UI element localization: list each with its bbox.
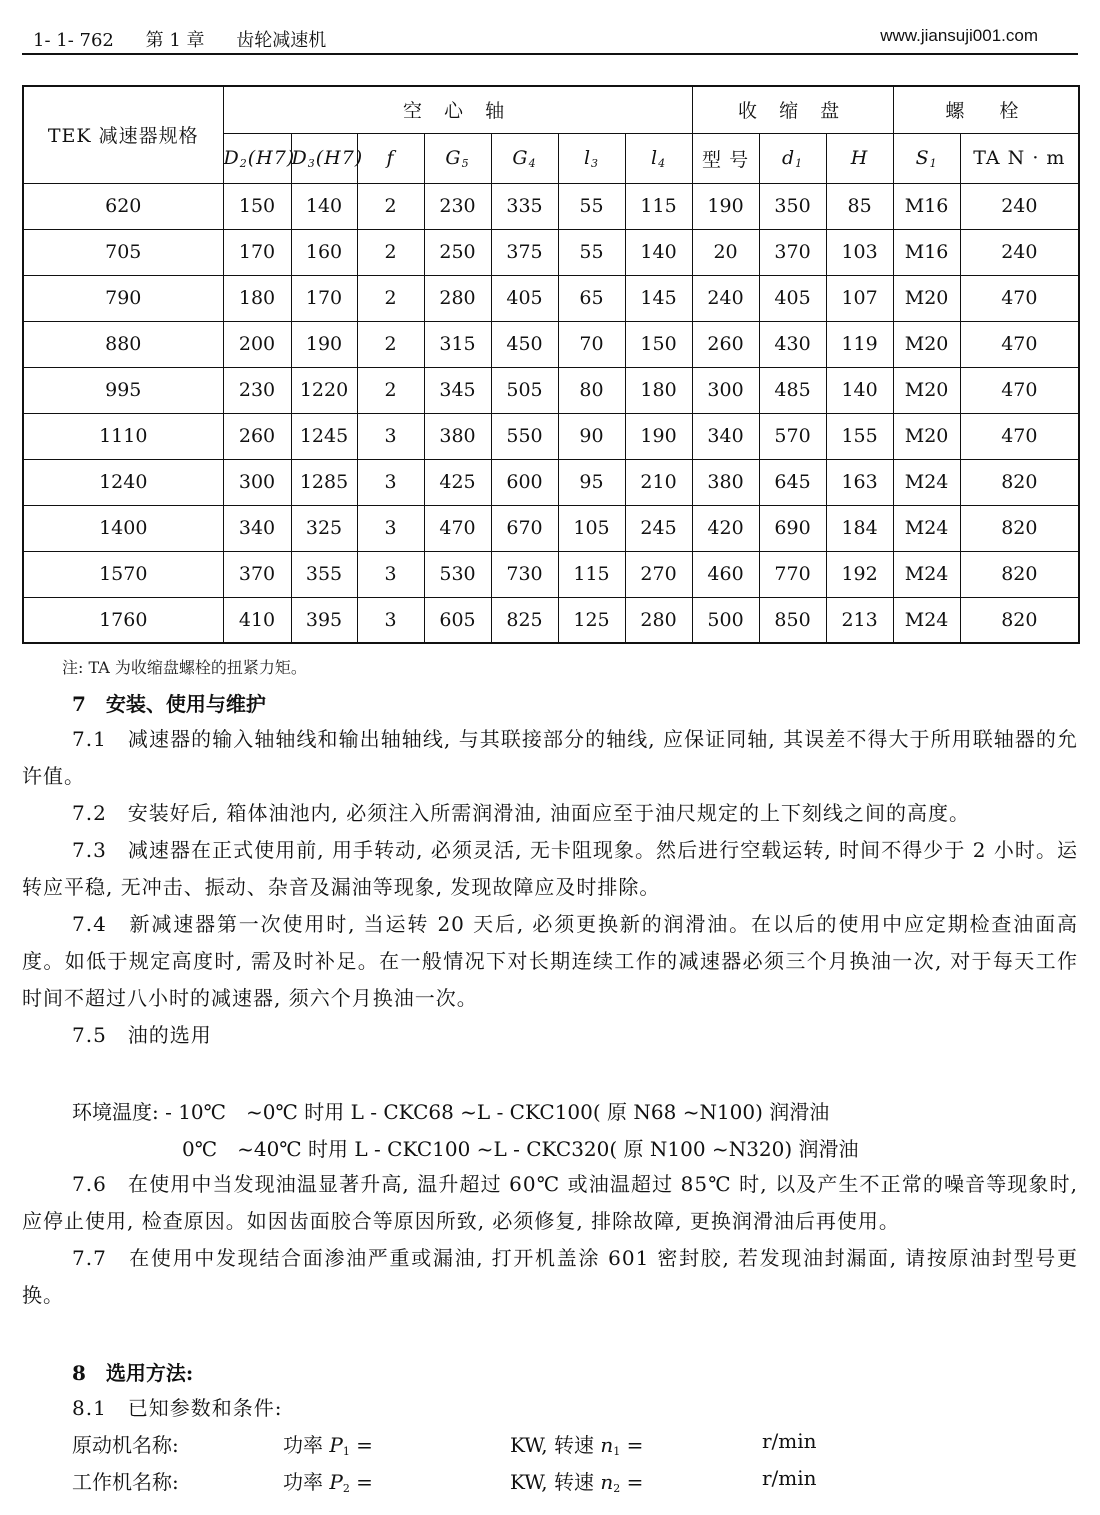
value-cell: M20: [893, 413, 960, 459]
group-header-row: [23, 86, 1079, 133]
value-cell: 240: [960, 229, 1079, 275]
paragraph-7-4: 7.4 新减速器第一次使用时, 当运转 20 天后, 必须更换新的润滑油。在以后的使用中应定期检查油面高度。如低于规定高度时, 需及时补足。在一般情况下对长期连续工作的减速器必须三个月换油一次, 对于每天工作时间不超过八小时的减速器, 须六个月换油一次。: [22, 912, 1078, 1010]
value-cell: 260: [223, 413, 291, 459]
value-cell: 180: [223, 275, 291, 321]
col-g4: $G_4$: [491, 133, 558, 183]
value-cell: 300: [223, 459, 291, 505]
value-cell: 470: [960, 321, 1079, 367]
value-cell: 505: [491, 367, 558, 413]
oil-line-1: 环境温度: - 10℃ ~0℃ 时用 L - CKC68 ~L - CKC100( 原 N68 ~N100) 润滑油: [72, 1100, 830, 1124]
value-cell: M24: [893, 551, 960, 597]
value-cell: 825: [491, 597, 558, 643]
value-cell: 103: [826, 229, 893, 275]
value-cell: 470: [960, 275, 1079, 321]
value-cell: 485: [759, 367, 826, 413]
value-cell: 240: [960, 183, 1079, 229]
col-l4: $l_4$: [625, 133, 692, 183]
bolt-header: 螺 栓: [893, 86, 1079, 133]
value-cell: 2: [357, 275, 424, 321]
value-cell: 213: [826, 597, 893, 643]
spec-cell: 1400: [23, 505, 223, 551]
value-cell: 245: [625, 505, 692, 551]
value-cell: 470: [960, 413, 1079, 459]
table-row: [23, 413, 1079, 459]
work-machine-unit: r/min: [762, 1466, 817, 1490]
value-cell: M20: [893, 275, 960, 321]
value-cell: 55: [558, 183, 625, 229]
value-cell: 460: [692, 551, 759, 597]
col-l3: $l_3$: [558, 133, 625, 183]
value-cell: 425: [424, 459, 491, 505]
spec-cell: 880: [23, 321, 223, 367]
value-cell: 3: [357, 413, 424, 459]
chapter-title: 齿轮减速机: [236, 30, 327, 51]
prime-mover-label: 原动机名称:: [72, 1433, 179, 1457]
value-cell: 1245: [291, 413, 357, 459]
value-cell: M20: [893, 367, 960, 413]
value-cell: 500: [692, 597, 759, 643]
value-cell: 380: [424, 413, 491, 459]
col-f: f: [357, 133, 424, 183]
value-cell: 3: [357, 505, 424, 551]
table-row: [23, 597, 1079, 643]
value-cell: 600: [491, 459, 558, 505]
value-cell: 3: [357, 551, 424, 597]
website-url: www.jiansuji001.com: [880, 26, 1038, 45]
value-cell: M24: [893, 597, 960, 643]
table-row: [23, 275, 1079, 321]
value-cell: 184: [826, 505, 893, 551]
value-cell: M16: [893, 229, 960, 275]
paragraph-7-1: 7.1 减速器的输入轴轴线和输出轴轴线, 与其联接部分的轴线, 应保证同轴, 其误差不得大于所用联轴器的允许值。: [22, 727, 1078, 788]
value-cell: 570: [759, 413, 826, 459]
value-cell: 85: [826, 183, 893, 229]
value-cell: 170: [223, 229, 291, 275]
value-cell: 2: [357, 367, 424, 413]
work-machine-speed: KW, 转速 $n_2$ =: [510, 1470, 644, 1495]
value-cell: 160: [291, 229, 357, 275]
value-cell: 605: [424, 597, 491, 643]
paragraph-7-2: 7.2 安装好后, 箱体油池内, 必须注入所需润滑油, 油面应至于油尺规定的上下刻线之间的高度。: [72, 801, 970, 825]
page-number: 1- 1- 762: [33, 30, 114, 51]
value-cell: 145: [625, 275, 692, 321]
value-cell: 1220: [291, 367, 357, 413]
value-cell: 820: [960, 505, 1079, 551]
header-rule: [22, 53, 1078, 55]
value-cell: M20: [893, 321, 960, 367]
col-model: 型 号: [692, 133, 759, 183]
value-cell: 850: [759, 597, 826, 643]
value-cell: 250: [424, 229, 491, 275]
col-d2: $D_2(H7)$: [223, 133, 291, 183]
value-cell: 95: [558, 459, 625, 505]
value-cell: 645: [759, 459, 826, 505]
value-cell: 375: [491, 229, 558, 275]
table-row: [23, 505, 1079, 551]
spec-cell: 790: [23, 275, 223, 321]
value-cell: 450: [491, 321, 558, 367]
value-cell: M16: [893, 183, 960, 229]
spec-cell: 1760: [23, 597, 223, 643]
value-cell: M24: [893, 505, 960, 551]
value-cell: 280: [625, 597, 692, 643]
value-cell: 192: [826, 551, 893, 597]
value-cell: 190: [692, 183, 759, 229]
prime-mover-unit: r/min: [762, 1429, 817, 1453]
reducer-spec-table: [22, 85, 1080, 644]
value-cell: 105: [558, 505, 625, 551]
table-row: [23, 551, 1079, 597]
value-cell: 170: [291, 275, 357, 321]
value-cell: 280: [424, 275, 491, 321]
value-cell: 355: [291, 551, 357, 597]
value-cell: 770: [759, 551, 826, 597]
spec-cell: 1110: [23, 413, 223, 459]
chapter-number: 第 1 章: [145, 30, 205, 51]
section-7-body-continued: [22, 1166, 1078, 1314]
col-h: H: [826, 133, 893, 183]
paragraph-8-1: 8.1 已知参数和条件:: [72, 1396, 283, 1420]
value-cell: 300: [692, 367, 759, 413]
value-cell: 315: [424, 321, 491, 367]
value-cell: 335: [491, 183, 558, 229]
value-cell: 820: [960, 551, 1079, 597]
value-cell: 125: [558, 597, 625, 643]
value-cell: 55: [558, 229, 625, 275]
value-cell: 340: [223, 505, 291, 551]
value-cell: 1285: [291, 459, 357, 505]
value-cell: 65: [558, 275, 625, 321]
table-row: [23, 321, 1079, 367]
value-cell: 410: [223, 597, 291, 643]
value-cell: 230: [223, 367, 291, 413]
work-machine-label: 工作机名称:: [72, 1470, 179, 1494]
value-cell: 180: [625, 367, 692, 413]
value-cell: 470: [424, 505, 491, 551]
col-g5: $G_5$: [424, 133, 491, 183]
value-cell: 107: [826, 275, 893, 321]
value-cell: 240: [692, 275, 759, 321]
work-machine-power: 功率 $P_2$ =: [283, 1470, 373, 1495]
page-header: [33, 26, 1038, 52]
value-cell: 190: [625, 413, 692, 459]
paragraph-7-6: 7.6 在使用中当发现油温显著升高, 温升超过 60℃ 或油温超过 85℃ 时, 以及产生不正常的噪音等现象时, 应停止使用, 检查原因。如因齿面胶合等原因所致, 必须修复, 排除故障, 更换润滑油后再使用。: [22, 1172, 1078, 1233]
value-cell: 150: [223, 183, 291, 229]
col-s1: $S_1$: [893, 133, 960, 183]
value-cell: 530: [424, 551, 491, 597]
value-cell: 430: [759, 321, 826, 367]
section-7-body: [22, 721, 1078, 1054]
value-cell: 115: [625, 183, 692, 229]
spec-column-header: TEK 减速器规格: [23, 86, 223, 183]
value-cell: 3: [357, 459, 424, 505]
value-cell: 2: [357, 229, 424, 275]
value-cell: 690: [759, 505, 826, 551]
value-cell: 155: [826, 413, 893, 459]
table-note: 注: TA 为收缩盘螺栓的扭紧力矩。: [62, 658, 307, 677]
spec-cell: 1570: [23, 551, 223, 597]
value-cell: 820: [960, 597, 1079, 643]
prime-mover-speed: KW, 转速 $n_1$ =: [510, 1433, 644, 1458]
value-cell: 420: [692, 505, 759, 551]
value-cell: 820: [960, 459, 1079, 505]
value-cell: 150: [625, 321, 692, 367]
value-cell: 20: [692, 229, 759, 275]
value-cell: 405: [759, 275, 826, 321]
table-row: [23, 229, 1079, 275]
spec-cell: 995: [23, 367, 223, 413]
value-cell: 405: [491, 275, 558, 321]
oil-line-2: 0℃ ~40℃ 时用 L - CKC100 ~L - CKC320( 原 N100 ~N320) 润滑油: [182, 1137, 859, 1161]
col-ta: TA N · m: [960, 133, 1079, 183]
value-cell: 370: [223, 551, 291, 597]
col-d1: $d_1$: [759, 133, 826, 183]
value-cell: 80: [558, 367, 625, 413]
section-8-heading: 8 选用方法:: [72, 1361, 194, 1385]
value-cell: 90: [558, 413, 625, 459]
table-row: [23, 367, 1079, 413]
header-left: [33, 26, 352, 52]
paragraph-7-7: 7.7 在使用中发现结合面渗油严重或漏油, 打开机盖涂 601 密封胶, 若发现油封漏面, 请按原油封型号更换。: [22, 1246, 1078, 1307]
value-cell: 470: [960, 367, 1079, 413]
value-cell: 2: [357, 183, 424, 229]
value-cell: 119: [826, 321, 893, 367]
value-cell: 345: [424, 367, 491, 413]
value-cell: 270: [625, 551, 692, 597]
spec-cell: 705: [23, 229, 223, 275]
value-cell: 190: [291, 321, 357, 367]
section-7-heading: 7 安装、使用与维护: [72, 692, 266, 716]
col-d3: $D_3(H7)$: [291, 133, 357, 183]
value-cell: 210: [625, 459, 692, 505]
value-cell: 380: [692, 459, 759, 505]
value-cell: 370: [759, 229, 826, 275]
value-cell: 70: [558, 321, 625, 367]
value-cell: 230: [424, 183, 491, 229]
value-cell: 3: [357, 597, 424, 643]
paragraph-7-3: 7.3 减速器在正式使用前, 用手转动, 必须灵活, 无卡阻现象。然后进行空载运转, 时间不得少于 2 小时。运转应平稳, 无冲击、振动、杂音及漏油等现象, 发现故障应及时排除。: [22, 838, 1078, 899]
value-cell: 325: [291, 505, 357, 551]
value-cell: 260: [692, 321, 759, 367]
spec-cell: 620: [23, 183, 223, 229]
value-cell: 163: [826, 459, 893, 505]
value-cell: 140: [625, 229, 692, 275]
paragraph-7-5: 7.5 油的选用: [72, 1023, 212, 1047]
value-cell: 200: [223, 321, 291, 367]
value-cell: M24: [893, 459, 960, 505]
table-body: [23, 183, 1079, 643]
value-cell: 140: [826, 367, 893, 413]
value-cell: 395: [291, 597, 357, 643]
value-cell: 140: [291, 183, 357, 229]
shrink-disc-header: 收 缩 盘: [692, 86, 893, 133]
prime-mover-power: 功率 $P_1$ =: [283, 1433, 373, 1458]
value-cell: 115: [558, 551, 625, 597]
value-cell: 340: [692, 413, 759, 459]
value-cell: 550: [491, 413, 558, 459]
value-cell: 730: [491, 551, 558, 597]
table-row: [23, 183, 1079, 229]
value-cell: 2: [357, 321, 424, 367]
value-cell: 350: [759, 183, 826, 229]
value-cell: 670: [491, 505, 558, 551]
spec-cell: 1240: [23, 459, 223, 505]
table-row: [23, 459, 1079, 505]
hollow-shaft-header: 空 心 轴: [223, 86, 692, 133]
